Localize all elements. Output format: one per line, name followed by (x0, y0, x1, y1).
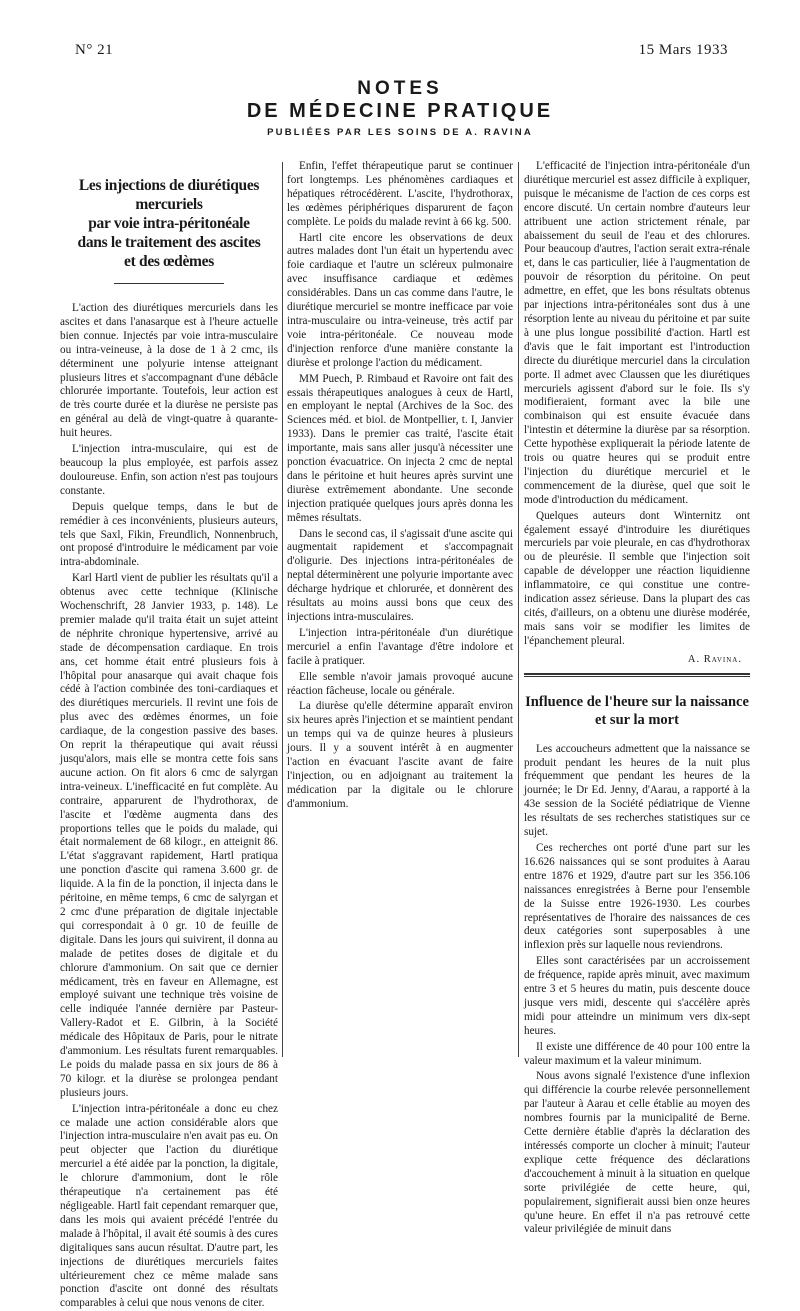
article-paragraph: Il existe une différence de 40 pour 100 entre la valeur maximum et la valeur minimum. (524, 1040, 750, 1067)
article-title-line: et sur la mort (595, 711, 679, 728)
article-paragraph: Les accoucheurs admettent que la naissance se produit pendant les heures de la nuit plus fréquemment que pendant les heures de la journée; le Dr Ed. Jenny, d'Aarau, a rapporté à la 43e session de la Société pédiatrique de Vienne les résultats de ses recherches statistiques sur ce sujet. (524, 742, 750, 839)
masthead-subtitle: PUBLIÉES PAR LES SOINS DE A. RAVINA (267, 127, 533, 138)
article-title-line: Influence de l'heure sur la naissance (525, 693, 749, 710)
article-paragraph: Elle semble n'avoir jamais provoqué aucune réaction fâcheuse, locale ou générale. (287, 670, 513, 697)
article-separator (524, 676, 750, 677)
column-divider (518, 162, 519, 1057)
article-paragraph: L'action des diurétiques mercuriels dans les ascites et dans l'anasarque est à l'heure actuelle bien connue. Injectés par voie intra-musculaire ou intra-veineuse, à la dose de 1 à 2 cmc, ils déterminent une polyurie intense atteignant plusieurs litres et s'accompagnant d'une débâcle chlorurée importante. Toutefois, leur action est de très courte durée et la diurèse ne persiste pas en général au delà de vingt-quatre à quarante-huit heures. (60, 302, 278, 440)
article-paragraph: Elles sont caractérisées par un accroissement de fréquence, rapide après minuit, avec maximum entre 3 et 5 heures du matin, puis descente douce jusque vers midi, descente qui s'accélère après midi pour atteindre un minimum vers dix-sept heures. (524, 955, 750, 1037)
article-separator (524, 673, 750, 675)
masthead-title-line1: NOTES (357, 78, 443, 99)
article-paragraph: Quelques auteurs dont Winternitz ont également essayé d'introduire les diurétiques mercuriels par voie pleurale, en cas d'hydrothorax ou de pleurésie. Il semble que l'injection soit capable de développer une réaction liquidienne inflammatoire, ce qui constitue une contre-indication assez sérieuse. Dans la plupart des cas cités, d'ailleurs, on a obtenu une diurèse modérée, mais sans voir se modifier les limites de l'épanchement pleural. (524, 509, 750, 647)
article-title-line: et des œdèmes (124, 253, 214, 270)
article-paragraph: Nous avons signalé l'existence d'une inflexion qui différencie la courbe relevée personnellement par l'auteur à Aarau et celle établie au moyen des nombres fournis par la municipalité de Berne. Cette dernière établie d'après la déclaration des intéressés comporte un clocher à minuit; l'auteur explique cette fréquence des déclarations d'accouchement à minuit à la situation en quelque sorte privilégiée de cette heure, qui, populairement, signifierait aussi bien onze heures qu'une heure. En effet il n'a pas retrouvé cette valeur privilégiée de minuit dans (524, 1070, 750, 1236)
article-paragraph: Karl Hartl vient de publier les résultats qu'il a obtenus avec cette technique (Klinische Wochenschrift, 28 Janvier 1933, p. 148). Le premier malade qu'il traita était un sujet atteint de néphrite chronique hypertensive, arrivé au stade de décompensation cardiaque. En trois ans, cet homme était entré plusieurs fois à l'hôpital pour anasarque qui avait chaque fois cédé à l'action combinée des toni-cardiaques et des diurétiques mercuriels. Il revint une fois de plus avec des œdèmes énormes, un foie cardiaque, de la congestion passive des bases. On reprit la thérapeutique qui avait réussi jusqu'alors, mais elle se montra cette fois sans aucune action. On fit alors 6 cmc de salyrgan intra-veineux. L'inefficacité en fut complète. Au contraire, apparurent de l'hydrothorax, de l'ascite et l'œdème augmenta dans des proportions telles que le poids du malade, qui était normalement de 68 kilogr., en atteignit 86. L'état s'aggravant rapidement, Hartl pratiqua une ponction d'ascite qui ramena 3.600 gr. de liquide. A la fin de la ponction, il injecta dans le péritoine, en même temps, 6 cmc de salyrgan et 2 cmc d'une préparation de digitale injectable qui correspondait à 0 gr. 10 de feuille de digitale. Dans les jours qui suivirent, il donna au malade de petites doses de digitale et du chlorure d'ammonium. On sait que ce dernier médicament, très en faveur en Allemagne, est employé suivant une technique très voisine de celle indiquée l'année dernière par Pasteur-Vallery-Radot et E. Gilbrin, à la Société médicale des Hôpitaux de Paris, pour le nitrate d'ammonium. Les résultats furent remarquables. Le poids du malade passa en six jours de 86 à 70 kilogr. et la diurèse se prolongea pendant plusieurs jours. (60, 572, 278, 1099)
article-paragraph: L'injection intra-péritonéale d'un diurétique mercuriel a enfin l'avantage d'être indolore et facile à pratiquer. (287, 626, 513, 667)
column-3 (524, 160, 750, 1236)
article-title-line: Les injections de diurétiques mercuriels (78, 177, 260, 213)
column-divider (282, 162, 283, 1057)
article-title (524, 693, 750, 729)
article-paragraph: Enfin, l'effet thérapeutique parut se continuer fort longtemps. Les phénomènes cardiaques et hépatiques rétrocédèrent. L'ascite, l'hydrothorax, les œdèmes périphériques disparurent de façon complète. Le poids du malade revint à 66 kg. 500. (287, 160, 513, 228)
article-paragraph: L'injection intra-péritonéale a donc eu chez ce malade une action considérable alors que l'injection intra-musculaire n'en avait pas eu. On peut objecter que l'action du diurétique mercuriel a été aidée par la ponction, la digitale, le chlorure d'ammonium, dont le rôle thérapeutique n'a certainement pas été négligeable. Hartl fait cependant remarquer que, dans les mois qui avaient précédé l'entrée du malade à l'hôpital, il avait été soumis à des cures digitaliques sans aucun résultat. D'autre part, les injections de diurétiques mercuriels faites ultérieurement chez ce même malade sans ponction d'ascite ont donné des résultats comparables à celui que nous venons de citer. (60, 1102, 278, 1310)
article-paragraph: Depuis quelque temps, dans le but de remédier à ces inconvénients, plusieurs auteurs, tels que Saxl, Fikin, Freundlich, Nonnenbruch, ont proposé d'introduire le médicament par voie intra-abdominale. (60, 500, 278, 569)
article-paragraph: Dans le second cas, il s'agissait d'une ascite qui augmentait rapidement et s'accompagnait d'oligurie. Des injections intra-péritonéales de neptal déterminèrent une polyurie importante avec décharge hydrique et chlorurée, et donnèrent des résultats au moins aussi bons que ceux des injections intra-musculaires. (287, 527, 513, 623)
issue-date: 15 Mars 1933 (638, 42, 728, 58)
column-1 (60, 160, 278, 1310)
masthead-title-line2: DE MÉDECINE PRATIQUE (246, 100, 554, 122)
article-paragraph: L'injection intra-musculaire, qui est de beaucoup la plus employée, est parfois assez douloureuse. Enfin, son action n'est pas toujours constante. (60, 443, 278, 497)
article-paragraph: MM Puech, P. Rimbaud et Ravoire ont fait des essais thérapeutiques analogues à ceux de Hartl, en employant le neptal (Archives de la Soc. des Sciences méd. et biol. de Montpellier, t. I, Janvier 1933). Dans le premier cas traité, l'ascite était importante, mais sans aller jusqu'à nécessiter une ponction évacuatrice. On injecta 2 cmc de neptal dans le péritoine et huit heures après survint une diurèse extrêmement abondante. Une seconde injection pratiquée quelques jours après donna les mêmes résultats. (287, 372, 513, 524)
title-underline (114, 283, 224, 284)
article-title-line: par voie intra-péritonéale (88, 215, 250, 232)
column-2 (287, 160, 513, 1065)
issue-number: N° 21 (75, 42, 114, 58)
article-paragraph: L'efficacité de l'injection intra-péritonéale d'un diurétique mercuriel est assez difficile à expliquer, puisque le mécanisme de l'action de ces corps est encore discuté. Un certain nombre d'auteurs leur attribuent une action strictement rénale, par abaissement du seuil de l'eau et des chlorures. Pour beaucoup d'autres, l'action serait extra-rénale et, dans le cas particulier, liée à l'augmentation de pouvoir de résorption du péritoine. On peut admettre, en effet, que les bons résultats obtenus par injections intra-péritonéales sont dus à une résorption lente au niveau du péritoine et par suite à une plus longue possibilité d'action. Hartl est d'avis que le fait important est l'introduction directe du diurétique mercuriel dans la circulation porte. Il admet avec Claussen que les diurétiques mercuriels agissent d'abord sur le foie. Ils s'y modifieraient, formant avec la bile une combinaison qui est ensuite évacuée dans l'intestin et détermine la diurèse par sa résorption. Cette hypothèse expliquerait la période latente de trois ou quatre heures qui se produit entre l'injection du diurétique mercuriel et le commencement de la diurèse, quel que soit le mode d'introduction du médicament. (524, 160, 750, 506)
article-paragraph: Hartl cite encore les observations de deux autres malades dont l'un était un hypertendu avec foie cardiaque et l'autre un scléreux pulmonaire avec insuffisance cardiaque et œdèmes considérables. Dans un cas comme dans l'autre, le diurétique mercuriel se montre inefficace par voie intra-musculaire ou intra-veineuse, très actif par voie intra-péritonéale. Ce nouveau mode d'injection renforce d'une manière constante la diurèse et prolonge l'action du médicament. (287, 231, 513, 369)
article-title (60, 176, 278, 271)
author-signature: A. Ravina. (687, 653, 742, 665)
article-paragraph: La diurèse qu'elle détermine apparaît environ six heures après l'injection et se maintient pendant un temps qui va de quinze heures à plusieurs jours. Il y a souvent intérêt à en augmenter l'action en évacuant l'ascite avant de faire l'injection, ou en adjoignant au traitement la médication par la digitale ou le chlorure d'ammonium. (287, 700, 513, 810)
article-title-line: dans le traitement des ascites (77, 234, 261, 251)
article-paragraph: Ces recherches ont porté d'une part sur les 16.626 naissances qui se sont produites à Aarau entre 1876 et 1929, d'autre part sur les 356.106 naissances enregistrées à Berne pour l'ensemble de la Suisse entre 1926-1930. Les courbes représentatives de l'horaire des naissances de ces deux catégories sont superposables à une inflexion près sur laquelle nous reviendrons. (524, 841, 750, 952)
